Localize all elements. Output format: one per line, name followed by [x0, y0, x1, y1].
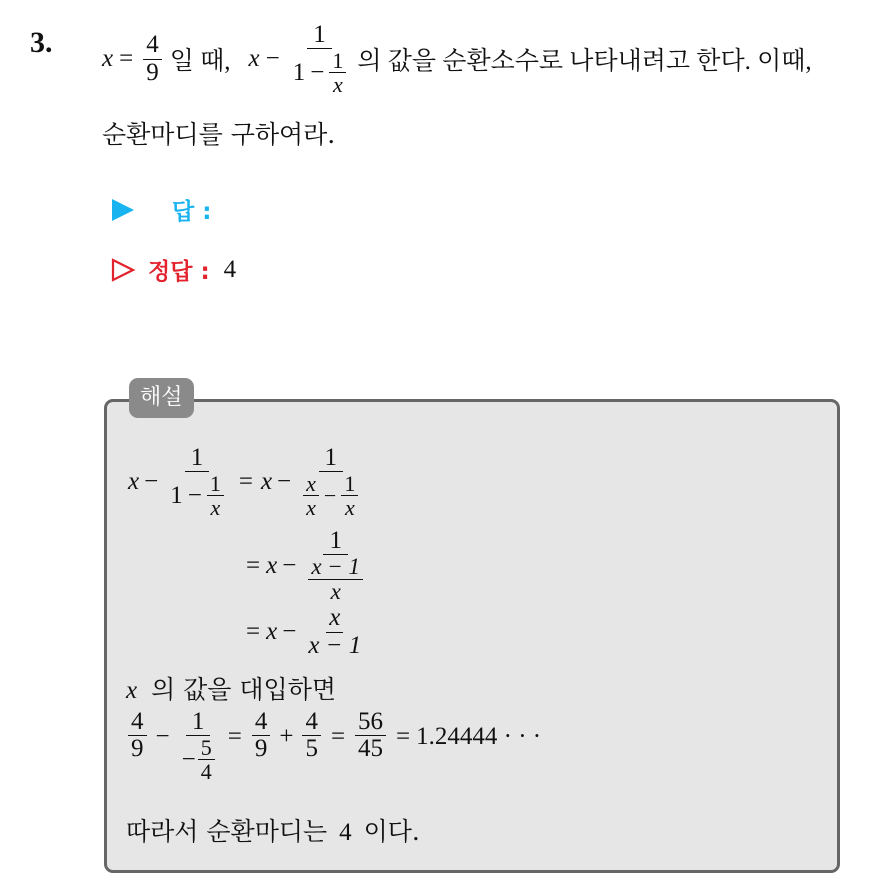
math-var-x: x: [266, 552, 278, 579]
solution-title: 해설: [129, 378, 194, 418]
substitution-calc: [124, 705, 541, 801]
math-complex-fraction: [179, 709, 218, 783]
math-fraction: [355, 709, 386, 763]
math-equals: =: [330, 723, 346, 750]
math-minus: −: [187, 481, 202, 509]
fraction-denominator: [300, 472, 361, 519]
fraction-numerator: 1: [329, 49, 346, 73]
fraction-denominator: [179, 736, 218, 783]
math-one: 1: [170, 481, 183, 509]
answer-row: [110, 193, 223, 226]
math-one: 1: [292, 58, 306, 86]
problem-statement-line2: 순환마디를 구하여라.: [102, 120, 336, 149]
math-fraction: [341, 472, 358, 519]
solution-step-1: [128, 432, 365, 532]
when-text: 일 때,: [169, 48, 231, 75]
solution-step-2: [246, 520, 370, 612]
math-minus: −: [282, 552, 297, 579]
fraction-numerator: 1: [319, 445, 344, 472]
fraction-denominator: 45: [358, 735, 384, 763]
math-var-x: x: [126, 677, 138, 704]
fraction-numerator: 1: [341, 472, 358, 496]
correct-answer-value: 4: [223, 255, 237, 283]
math-minus: −: [265, 45, 280, 72]
math-fraction: [252, 709, 271, 763]
fraction-denominator: x: [330, 579, 341, 605]
statement-rest: 의 값을 순환소수로 나타내려고 한다. 이때,: [357, 48, 812, 75]
fraction-denominator: x: [306, 495, 316, 521]
fraction-numerator: 1: [307, 22, 332, 49]
math-fraction: [128, 709, 147, 763]
math-complex-fraction: [300, 445, 361, 519]
math-fraction: [198, 736, 215, 783]
math-fraction: [207, 472, 224, 519]
fraction-denominator: [167, 472, 227, 519]
math-minus: −: [181, 745, 196, 773]
math-var-x: x: [266, 618, 278, 645]
math-minus: −: [144, 468, 159, 495]
answer-label: 답 :: [172, 199, 212, 225]
fraction-numerator: x − 1: [308, 555, 363, 580]
math-fraction-x-value: [143, 32, 162, 86]
fraction-numerator: 1: [186, 709, 211, 736]
math-equals: =: [238, 468, 253, 495]
math-complex-fraction: [305, 528, 366, 605]
solution-step-3: [246, 602, 368, 662]
math-equals: =: [119, 45, 134, 72]
fraction-denominator: x: [344, 495, 355, 521]
substitution-caption: 의 값을 대입하면: [151, 675, 337, 704]
fraction-denominator: [290, 49, 350, 96]
conclusion: [126, 812, 420, 848]
math-fraction: [308, 555, 363, 604]
math-fraction: [303, 472, 319, 519]
math-complex-fraction: [167, 445, 227, 519]
play-icon: [110, 197, 136, 223]
math-minus: −: [310, 58, 325, 86]
fraction-numerator: 1: [207, 472, 224, 496]
math-var-x: x: [260, 468, 273, 495]
math-minus: −: [323, 483, 337, 509]
conclusion-before: 따라서 순환마디는: [126, 817, 328, 846]
fraction-numerator: 1: [185, 445, 210, 472]
problem-number: 3.: [30, 26, 53, 59]
math-minus: −: [155, 723, 170, 750]
fraction-numerator: x: [326, 605, 343, 632]
math-equals: =: [246, 618, 261, 645]
math-minus: −: [277, 468, 292, 495]
math-fraction: [305, 605, 364, 659]
math-minus: −: [282, 618, 297, 645]
correct-answer-label: 정답 :: [148, 259, 210, 285]
math-complex-fraction: [290, 22, 350, 96]
fraction-denominator: 9: [146, 58, 159, 86]
math-plus: +: [279, 723, 294, 750]
fraction-denominator: 9: [254, 735, 268, 763]
fraction-numerator: 1: [323, 528, 348, 555]
fraction-denominator: 9: [131, 735, 144, 763]
math-var-x: x: [128, 468, 140, 495]
fraction-numerator: 4: [252, 709, 271, 736]
calc-result: 1.24444 · · ·: [416, 723, 542, 750]
play-outline-icon: [110, 257, 136, 283]
fraction-numerator: 4: [302, 709, 321, 736]
correct-answer-row: [110, 253, 236, 286]
fraction-denominator: x − 1: [308, 631, 362, 659]
conclusion-value: 4: [339, 819, 352, 846]
fraction-numerator: 4: [143, 32, 162, 59]
math-equals: =: [227, 723, 242, 750]
math-var-x: x: [248, 45, 260, 72]
fraction-denominator: [305, 555, 366, 604]
math-fraction: [302, 709, 321, 763]
fraction-denominator: 4: [200, 759, 212, 785]
math-var-x: x: [102, 45, 114, 72]
fraction-denominator: x: [332, 72, 343, 98]
math-equals: =: [396, 723, 411, 750]
fraction-numerator: 4: [128, 709, 147, 736]
fraction-numerator: 5: [198, 736, 215, 760]
fraction-numerator: x: [303, 472, 319, 496]
math-fraction: [329, 49, 346, 96]
substitution-text: [126, 670, 336, 706]
fraction-denominator: 5: [305, 735, 318, 763]
fraction-denominator: x: [210, 495, 221, 521]
math-equals: =: [246, 552, 261, 579]
conclusion-after: 이다.: [363, 817, 420, 846]
fraction-numerator: 56: [355, 709, 386, 736]
problem-statement: [102, 10, 812, 108]
